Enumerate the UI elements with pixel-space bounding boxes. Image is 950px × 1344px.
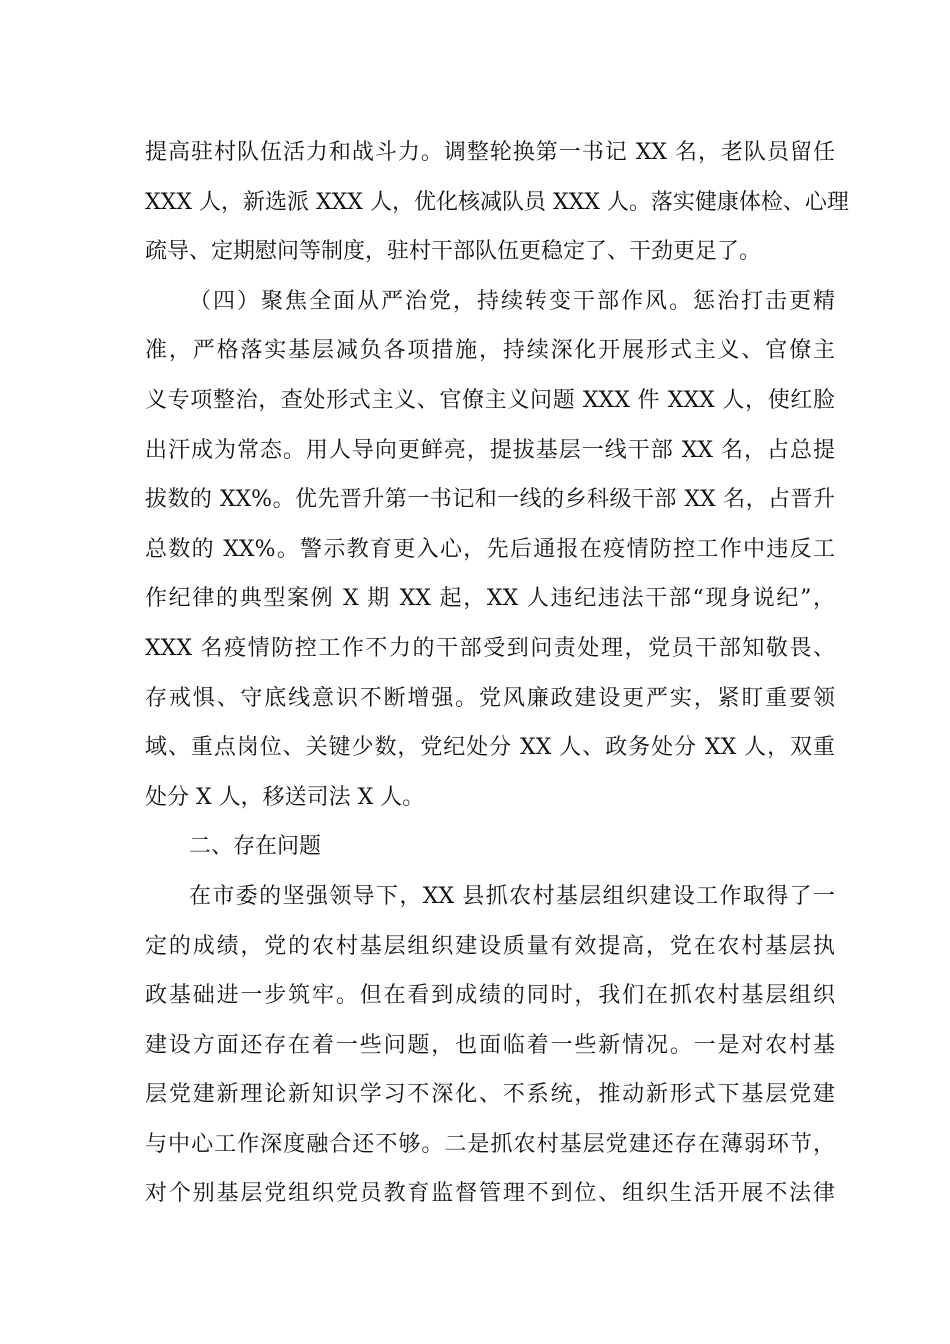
- text-line: 域、重点岗位、关键少数，党纪处分 XX 人、政务处分 XX 人，双重: [145, 735, 835, 761]
- document-body: [145, 128, 849, 1219]
- text-line: 出汗成为常态。用人导向更鲜亮，提拔基层一线干部 XX 名，占总提: [145, 437, 835, 463]
- text-line: 对个别基层党组织党员教育监督管理不到位、组织生活开展不法律: [145, 1181, 835, 1207]
- text-line: 定的成绩，党的农村基层组织建设质量有效提高，党在农村基层执: [145, 933, 835, 959]
- text-line: 与中心工作深度融合还不够。二是抓农村基层党建还存在薄弱环节，: [145, 1131, 835, 1157]
- text-line: 准，严格落实基层减负各项措施，持续深化开展形式主义、官僚主: [145, 338, 835, 364]
- text-line: 作纪律的典型案例 X 期 XX 起，XX 人违纪违法干部“现身说纪”，: [145, 586, 835, 612]
- section-heading-4: （四）聚焦全面从严治党，持续转变干部作风。惩治打击更精: [189, 288, 835, 314]
- text-line: 拔数的 XX%。优先晋升第一书记和一线的乡科级干部 XX 名，占晋升: [145, 487, 835, 513]
- text-line: 政基础进一步筑牢。但在看到成绩的同时，我们在抓农村基层组织: [145, 983, 835, 1009]
- text-line: 疏导、定期慰问等制度，驻村干部队伍更稳定了、干劲更足了。: [145, 239, 762, 265]
- text-line: 总数的 XX%。警示教育更入心，先后通报在疫情防控工作中违反工: [145, 536, 835, 562]
- text-line: 建设方面还存在着一些问题，也面临着一些新情况。一是对农村基: [145, 1032, 835, 1058]
- text-line: XXX 名疫情防控工作不力的干部受到问责处理，党员干部知敬畏、: [145, 635, 835, 661]
- text-line: XXX 人，新选派 XXX 人，优化核减队员 XXX 人。落实健康体检、心理: [145, 189, 849, 215]
- text-line: 提高驻村队伍活力和战斗力。调整轮换第一书记 XX 名，老队员留任: [145, 140, 835, 165]
- section-heading-problems: 二、存在问题: [189, 834, 322, 860]
- text-line: 处分 X 人，移送司法 X 人。: [145, 784, 425, 810]
- text-line: 在市委的坚强领导下，XX 县抓农村基层组织建设工作取得了一: [189, 883, 835, 909]
- text-line: 存戒惧、守底线意识不断增强。党风廉政建设更严实，紧盯重要领: [145, 685, 835, 711]
- text-line: 层党建新理论新知识学习不深化、不系统，推动新形式下基层党建: [145, 1082, 835, 1108]
- text-line: 义专项整治，查处形式主义、官僚主义问题 XXX 件 XXX 人，使红脸: [145, 387, 835, 413]
